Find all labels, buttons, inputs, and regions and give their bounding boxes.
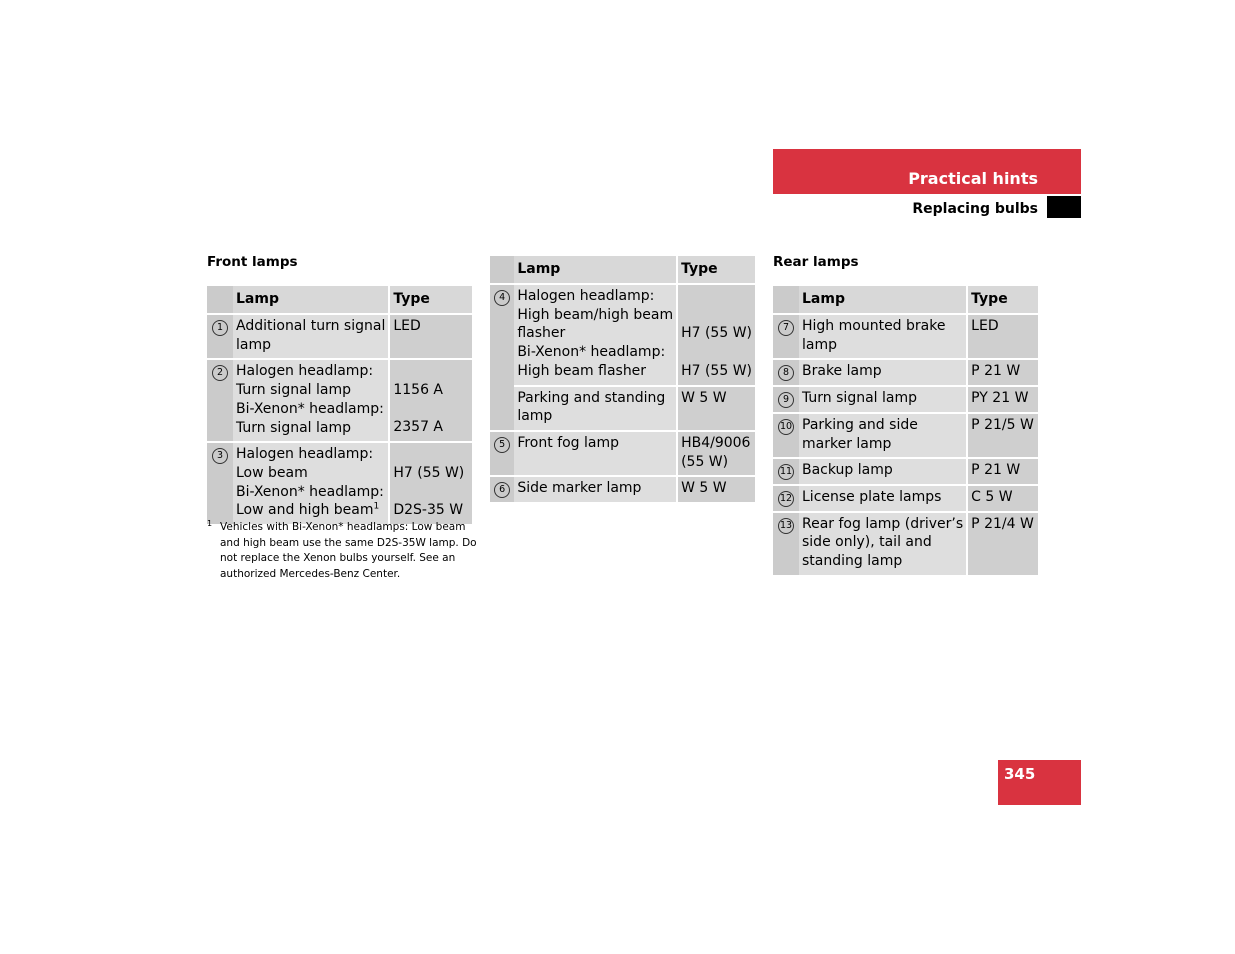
page-number: 345 <box>1004 765 1036 783</box>
cell-text: Turn signal lamp <box>236 419 351 436</box>
cell-line <box>971 461 1035 480</box>
cell-line <box>236 381 385 400</box>
lamp-cell <box>799 386 967 413</box>
footnote-mark: 1 <box>207 519 213 528</box>
type-cell <box>967 314 1038 359</box>
cell-line <box>802 362 963 381</box>
cell-line <box>802 416 963 435</box>
item-number-cell <box>773 458 799 485</box>
lamp-cell <box>233 442 389 525</box>
subsection-title: Replacing bulbs <box>912 201 1038 217</box>
cell-line <box>236 400 385 419</box>
cell-line <box>393 317 469 336</box>
cell-line <box>236 445 385 464</box>
cell-text: Backup lamp <box>802 462 893 479</box>
type-cell <box>967 413 1038 458</box>
cell-text: W 5 W <box>681 389 727 406</box>
cell-line <box>971 488 1035 507</box>
cell-line <box>681 453 752 472</box>
section-tab-marker <box>1047 196 1081 218</box>
type-cell <box>677 386 755 431</box>
blank-line <box>681 343 752 362</box>
rear-lamps-body <box>773 314 1038 576</box>
type-header: Type <box>389 286 472 314</box>
cell-line <box>802 533 963 552</box>
front-lamps-title: Front lamps <box>207 254 298 270</box>
cell-line <box>236 464 385 483</box>
cell-text: Parking and side <box>802 416 918 433</box>
lamp-cell <box>514 284 677 386</box>
cell-line <box>802 488 963 507</box>
cell-text: Turn signal lamp <box>236 382 351 399</box>
blank-line <box>681 306 752 325</box>
lamp-cell <box>514 431 677 476</box>
cell-line <box>971 416 1035 435</box>
lamp-cell <box>233 359 389 442</box>
cell-line <box>802 461 963 480</box>
table-row <box>207 314 472 359</box>
item-number-cell <box>773 359 799 386</box>
lamp-header: Lamp <box>514 256 677 284</box>
cell-text: W 5 W <box>681 480 727 497</box>
cell-line <box>681 479 752 498</box>
table-row <box>490 284 755 386</box>
item-number-cell <box>773 512 799 576</box>
cell-line <box>517 324 673 343</box>
cell-line <box>971 362 1035 381</box>
cell-text: Bi-Xenon* headlamp: <box>236 483 384 500</box>
lamp-cell <box>799 413 967 458</box>
table-row <box>207 442 472 525</box>
cell-text: Bi-Xenon* headlamp: <box>517 344 666 361</box>
table-row <box>490 386 755 431</box>
cell-text: flasher <box>517 325 566 342</box>
item-number-cell <box>773 413 799 458</box>
cell-text: LED <box>971 318 999 334</box>
lamp-cell <box>799 359 967 386</box>
item-number-badge: 13 <box>778 518 794 534</box>
table-row <box>490 431 755 476</box>
front-lamps-body <box>207 314 472 525</box>
cell-text: lamp <box>802 336 837 353</box>
cell-text: Halogen headlamp: <box>236 363 374 380</box>
table-row <box>773 413 1038 458</box>
item-number-cell <box>490 431 514 476</box>
footnote-line: Vehicles with Bi-Xenon* headlamps: Low beam <box>220 521 466 533</box>
cell-line <box>802 515 963 534</box>
cell-text: Low and high beam <box>236 502 374 519</box>
item-number-cell <box>773 314 799 359</box>
table-row <box>773 485 1038 512</box>
item-number-cell <box>773 485 799 512</box>
table-row <box>207 359 472 442</box>
cell-line <box>802 552 963 571</box>
item-number-cell <box>490 476 514 503</box>
cell-text: C 5 W <box>971 488 1013 505</box>
cell-text: High beam flasher <box>517 362 647 379</box>
item-number-cell <box>773 386 799 413</box>
cell-text: P 21 W <box>971 363 1021 380</box>
type-cell <box>389 442 472 525</box>
cell-line <box>517 434 673 453</box>
cell-line <box>517 343 673 362</box>
lamp-cell <box>799 314 967 359</box>
cell-line <box>236 419 385 438</box>
cell-text: lamp <box>236 336 271 353</box>
blank-line <box>393 483 469 502</box>
table-header-row <box>773 286 1038 314</box>
front-lamps-table <box>207 286 472 526</box>
cell-line <box>393 464 469 483</box>
footnote-line: authorized Mercedes-Benz Center. <box>220 567 401 580</box>
item-number-badge: 12 <box>778 491 794 507</box>
type-cell <box>389 359 472 442</box>
cell-text: Turn signal lamp <box>802 390 917 407</box>
footnote-ref: 1 <box>373 501 380 512</box>
cell-text: License plate lamps <box>802 488 942 505</box>
lamp-header: Lamp <box>233 286 389 314</box>
cell-text: H7 (55 W) <box>681 362 752 379</box>
cell-text: Side marker lamp <box>517 480 642 497</box>
cell-line <box>802 389 963 408</box>
cell-line <box>681 389 752 408</box>
lamp-cell <box>233 314 389 359</box>
cell-text: Low beam <box>236 464 308 481</box>
table-row <box>773 314 1038 359</box>
cell-text: Brake lamp <box>802 363 882 380</box>
table-row <box>773 458 1038 485</box>
cell-text: 2357 A <box>393 419 443 436</box>
cell-text: (55 W) <box>681 453 729 470</box>
cell-line <box>971 389 1035 408</box>
type-cell <box>677 431 755 476</box>
cell-line <box>517 306 673 325</box>
cell-text: P 21/5 W <box>971 416 1034 433</box>
blank-line <box>393 400 469 419</box>
cell-line <box>236 483 385 502</box>
type-header: Type <box>967 286 1038 314</box>
cell-line <box>517 407 673 426</box>
type-cell <box>967 458 1038 485</box>
item-number-badge: 3 <box>212 448 228 464</box>
cell-line <box>517 362 673 381</box>
cell-line <box>681 324 752 343</box>
footnote-line: and high beam use the same D2S-35W lamp. Do <box>220 536 477 549</box>
front-lamps-table-continued <box>490 256 755 504</box>
cell-text: High beam/high beam <box>517 306 674 323</box>
cell-line <box>517 287 673 306</box>
item-number-cell <box>207 359 233 442</box>
cell-line <box>236 336 385 355</box>
cell-text: side only), tail and <box>802 534 932 551</box>
cell-text: lamp <box>517 408 553 425</box>
item-number-badge: 5 <box>494 437 510 453</box>
cell-text: marker lamp <box>802 435 892 452</box>
cell-text: P 21 W <box>971 462 1021 479</box>
item-number-badge: 7 <box>778 320 794 336</box>
item-number-cell <box>207 442 233 525</box>
lamp-cell <box>514 476 677 503</box>
item-number-cell <box>207 314 233 359</box>
cell-line <box>393 381 469 400</box>
item-number-badge: 6 <box>494 482 510 498</box>
lamp-cell <box>799 458 967 485</box>
table-row <box>773 512 1038 576</box>
cell-text: Rear fog lamp (driver’s <box>802 515 964 532</box>
cell-line <box>681 362 752 381</box>
footnote-line: not replace the Xenon bulbs yourself. See an <box>220 552 456 565</box>
item-number-cell <box>490 284 514 431</box>
type-header: Type <box>677 256 755 284</box>
table-row <box>773 359 1038 386</box>
table-row <box>773 386 1038 413</box>
cell-text: Additional turn signal <box>236 318 386 334</box>
cell-line <box>517 389 673 408</box>
type-cell <box>389 314 472 359</box>
cell-text: H7 (55 W) <box>393 464 465 481</box>
table-header-row <box>207 286 472 314</box>
number-header <box>207 286 233 314</box>
cell-text: Bi-Xenon* headlamp: <box>236 400 384 417</box>
item-number-badge: 4 <box>494 290 510 306</box>
cell-line <box>802 336 963 355</box>
cell-text: H7 (55 W) <box>681 325 752 342</box>
cell-text: HB4/9006 <box>681 434 751 451</box>
blank-line <box>393 362 469 381</box>
type-cell <box>967 485 1038 512</box>
cell-line <box>971 317 1035 336</box>
number-header <box>773 286 799 314</box>
cell-text: LED <box>393 318 421 334</box>
cell-line <box>236 501 385 520</box>
table-header-row <box>490 256 755 284</box>
item-number-badge: 11 <box>778 464 794 480</box>
rear-lamps-table <box>773 286 1038 577</box>
cell-text: standing lamp <box>802 553 903 570</box>
cell-line <box>971 515 1035 534</box>
type-cell <box>967 386 1038 413</box>
cell-text: High mounted brake <box>802 318 946 334</box>
type-cell <box>967 359 1038 386</box>
lamp-cell <box>799 485 967 512</box>
item-number-badge: 9 <box>778 392 794 408</box>
cell-line <box>236 362 385 381</box>
cell-line <box>393 418 469 437</box>
cell-text: Front fog lamp <box>517 434 620 451</box>
section-header <box>773 149 1081 194</box>
cell-text: P 21/4 W <box>971 515 1034 532</box>
cell-text: Halogen headlamp: <box>517 288 655 304</box>
cell-text: PY 21 W <box>971 390 1029 407</box>
lamp-header: Lamp <box>799 286 967 314</box>
cell-text: 1156 A <box>393 382 443 399</box>
cell-line <box>517 479 673 498</box>
cell-line <box>802 435 963 454</box>
type-cell <box>677 284 755 386</box>
page-number-badge <box>998 760 1081 805</box>
blank-line <box>681 287 752 306</box>
lamp-cell <box>799 512 967 576</box>
type-cell <box>677 476 755 503</box>
item-number-badge: 1 <box>212 320 228 336</box>
cell-text: D2S-35 W <box>393 502 464 519</box>
number-header <box>490 256 514 284</box>
section-title: Practical hints <box>908 169 1038 188</box>
cell-text: Parking and standing <box>517 389 666 406</box>
middle-lamps-body <box>490 284 755 503</box>
cell-line <box>393 501 469 520</box>
table-row <box>490 476 755 503</box>
cell-line <box>802 317 963 336</box>
lamp-cell <box>514 386 677 431</box>
blank-line <box>393 445 469 464</box>
cell-text: Halogen headlamp: <box>236 446 374 463</box>
type-cell <box>967 512 1038 576</box>
footnote <box>207 519 477 582</box>
item-number-badge: 10 <box>778 419 794 435</box>
item-number-badge: 2 <box>212 365 228 381</box>
item-number-badge: 8 <box>778 365 794 381</box>
rear-lamps-title: Rear lamps <box>773 254 859 270</box>
cell-line <box>236 317 385 336</box>
cell-line <box>681 434 752 453</box>
